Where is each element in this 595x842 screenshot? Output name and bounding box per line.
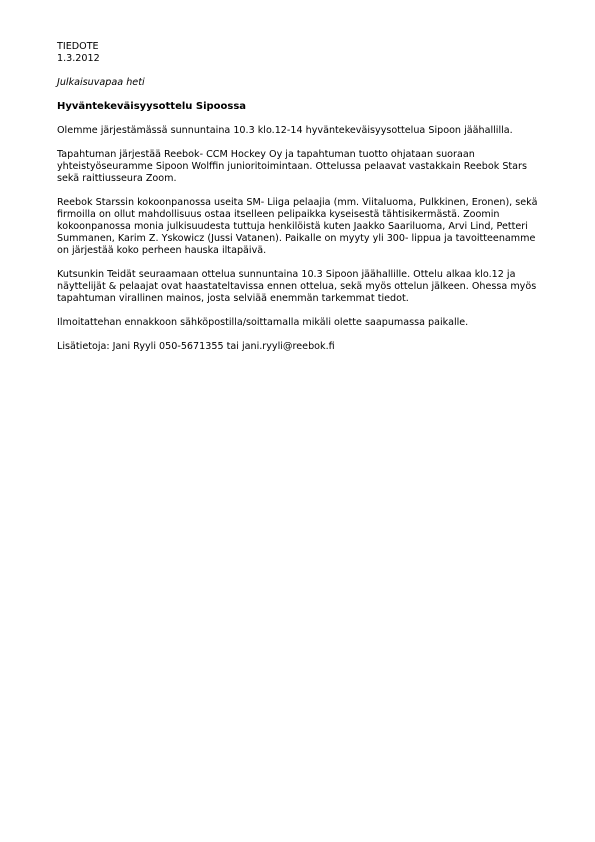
press-release-page bbox=[57, 41, 567, 353]
paragraph-line: Reebok Starssin kokoonpanossa useita SM- Liiga pelaajia (mm. Viitaluoma, Pulkkinen, Eronen), sekä bbox=[57, 197, 538, 208]
paragraph-line: sekä raittiusseura Zoom. bbox=[57, 173, 177, 184]
headline: Hyväntekeväisyysottelu Sipoossa bbox=[57, 101, 247, 112]
paragraph-line: firmoilla on ollut mahdollisuus ostaa itselleen pelipaikka kyseisestä tähtisikermästä. Zoomin bbox=[57, 209, 500, 220]
paragraph-invitation bbox=[57, 269, 567, 305]
paragraph-line: Olemme järjestämässä sunnuntaina 10.3 klo.12-14 hyväntekeväisyysottelua Sipoon jäähallilla. bbox=[57, 125, 513, 136]
paragraph-intro bbox=[57, 125, 567, 137]
paragraph-line: on järjestää koko perheen hauska iltapäivä. bbox=[57, 245, 267, 256]
paragraph-line: Ilmoitattehan ennakkoon sähköpostilla/soittamalla mikäli olette saapumassa paikalle. bbox=[57, 317, 469, 328]
paragraph-organizer bbox=[57, 149, 567, 185]
paragraph-rsvp bbox=[57, 317, 567, 329]
paragraph-line: yhteistyöseuramme Sipoon Wolffin junioritoimintaan. Ottelussa pelaavat vastakkain Reebok Stars bbox=[57, 161, 527, 172]
paragraph-line: kokoonpanossa monia julkisuudesta tuttuja henkilöistä kuten Jaakko Saariluoma, Arvi Lind, Petteri bbox=[57, 221, 528, 232]
paragraph-line: Summanen, Karim Z. Yskowicz (Jussi Vatanen). Paikalle on myyty yli 300- lippua ja tavoitteenamme bbox=[57, 233, 536, 244]
paragraph-line: Lisätietoja: Jani Ryyli 050-5671355 tai jani.ryyli@reebok.fi bbox=[57, 341, 335, 352]
paragraph-line: Kutsunkin Teidät seuraamaan ottelua sunnuntaina 10.3 Sipoon jäähallille. Ottelu alkaa klo.12 ja bbox=[57, 269, 516, 280]
paragraph-contact bbox=[57, 341, 567, 353]
document-type-label: TIEDOTE bbox=[57, 41, 99, 52]
paragraph-lineups bbox=[57, 197, 567, 257]
release-note: Julkaisuvapaa heti bbox=[57, 77, 145, 88]
paragraph-line: tapahtuman virallinen mainos, josta selviää enemmän tarkemmat tiedot. bbox=[57, 293, 409, 304]
document-date: 1.3.2012 bbox=[57, 53, 100, 64]
paragraph-line: Tapahtuman järjestää Reebok- CCM Hockey Oy ja tapahtuman tuotto ohjataan suoraan bbox=[57, 149, 475, 160]
paragraph-line: näyttelijät & pelaajat ovat haastateltavissa ennen ottelua, sekä myös ottelun jälkeen. Ohessa myös bbox=[57, 281, 537, 292]
